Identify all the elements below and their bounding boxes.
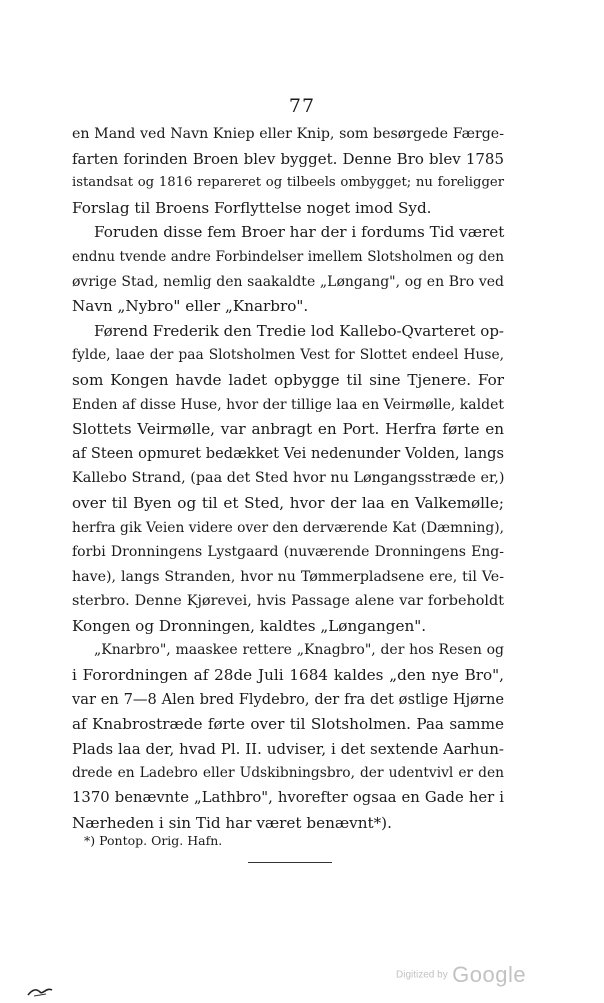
watermark-prefix: Digitized by xyxy=(396,969,448,981)
text-line: herfra gik Veien videre over den derværende Kat (Dæmning), xyxy=(72,519,504,536)
text-line: 1370 benævnte „Lathbro", hvorefter ogsaa en Gade her i xyxy=(72,789,504,807)
text-line: over til Byen og til et Sted, hvor der laa en Valkemølle; xyxy=(72,493,504,512)
text-line: Slottets Veirmølle, var anbragt en Port. Herfra førte en xyxy=(72,420,504,439)
footer-rule xyxy=(248,862,332,863)
text-line: Navn „Nybro" eller „Knarbro". xyxy=(72,297,309,316)
text-line: Plads laa der, hvad Pl. II. udviser, i det sextende Aarhun- xyxy=(72,739,504,758)
body-text xyxy=(72,122,504,835)
text-line: af Knabrostræde førte over til Slotsholmen. Paa samme xyxy=(72,715,504,734)
text-line: istandsat og 1816 repareret og tilbeels ombygget; nu foreligger xyxy=(72,175,504,191)
text-line: Kongen og Dronningen, kaldtes „Løngangen". xyxy=(72,616,427,635)
ink-smudge-icon xyxy=(26,984,56,998)
text-line: farten forinden Broen blev bygget. Denne Bro blev 1785 xyxy=(72,149,504,168)
text-line: endnu tvende andre Forbindelser imellem Slotsholmen og den xyxy=(72,248,504,265)
digitized-watermark xyxy=(396,962,526,988)
text-line: Førend Frederik den Tredie lod Kallebo-Qvarteret op- xyxy=(94,321,504,340)
text-line: drede en Ladebro eller Udskibningsbro, der udentvivl er den xyxy=(72,765,504,782)
text-line: fylde, laae der paa Slotsholmen Vest for Slottet endeel Huse, xyxy=(72,347,504,364)
text-line: Foruden disse fem Broer har der i fordums Tid været xyxy=(94,223,505,242)
text-line: Forslag til Broens Forflyttelse noget imod Syd. xyxy=(72,198,432,217)
text-line: Nærheden i sin Tid har været benævnt*). xyxy=(72,813,392,832)
text-line: Enden af disse Huse, hvor der tillige laa en Veirmølle, kaldet xyxy=(72,396,504,413)
text-line: en Mand ved Navn Kniep eller Knip, som besørgede Færge- xyxy=(72,126,504,142)
text-line: som Kongen havde ladet opbygge til sine Tjenere. For xyxy=(72,370,504,389)
text-line: „Knarbro", maaskee rettere „Knagbro", der hos Resen og xyxy=(94,642,504,659)
text-line: have), langs Stranden, hvor nu Tømmerpladsene ere, til Ve- xyxy=(72,568,504,585)
page-number: 77 xyxy=(288,95,316,117)
text-line: af Steen opmuret bedækket Vei nedenunder Volden, langs xyxy=(72,444,504,462)
text-line: var en 7—8 Alen bred Flydebro, der fra det østlige Hjørne xyxy=(72,690,504,708)
text-line: sterbro. Denne Kjørevei, hvis Passage alene var forbeholdt xyxy=(72,593,504,610)
text-line: i Forordningen af 28de Juli 1684 kaldes „den nye Bro", xyxy=(72,666,504,685)
text-line: forbi Dronningens Lystgaard (nuværende Dronningens Eng- xyxy=(72,544,504,561)
text-line: øvrige Stad, nemlig den saakaldte „Løngang", og en Bro ved xyxy=(72,273,504,290)
google-logo: Google xyxy=(452,962,527,987)
footnote: *) Pontop. Orig. Hafn. xyxy=(84,833,223,848)
text-line: Kallebo Strand, (paa det Sted hvor nu Løngangsstræde er,) xyxy=(72,470,505,487)
